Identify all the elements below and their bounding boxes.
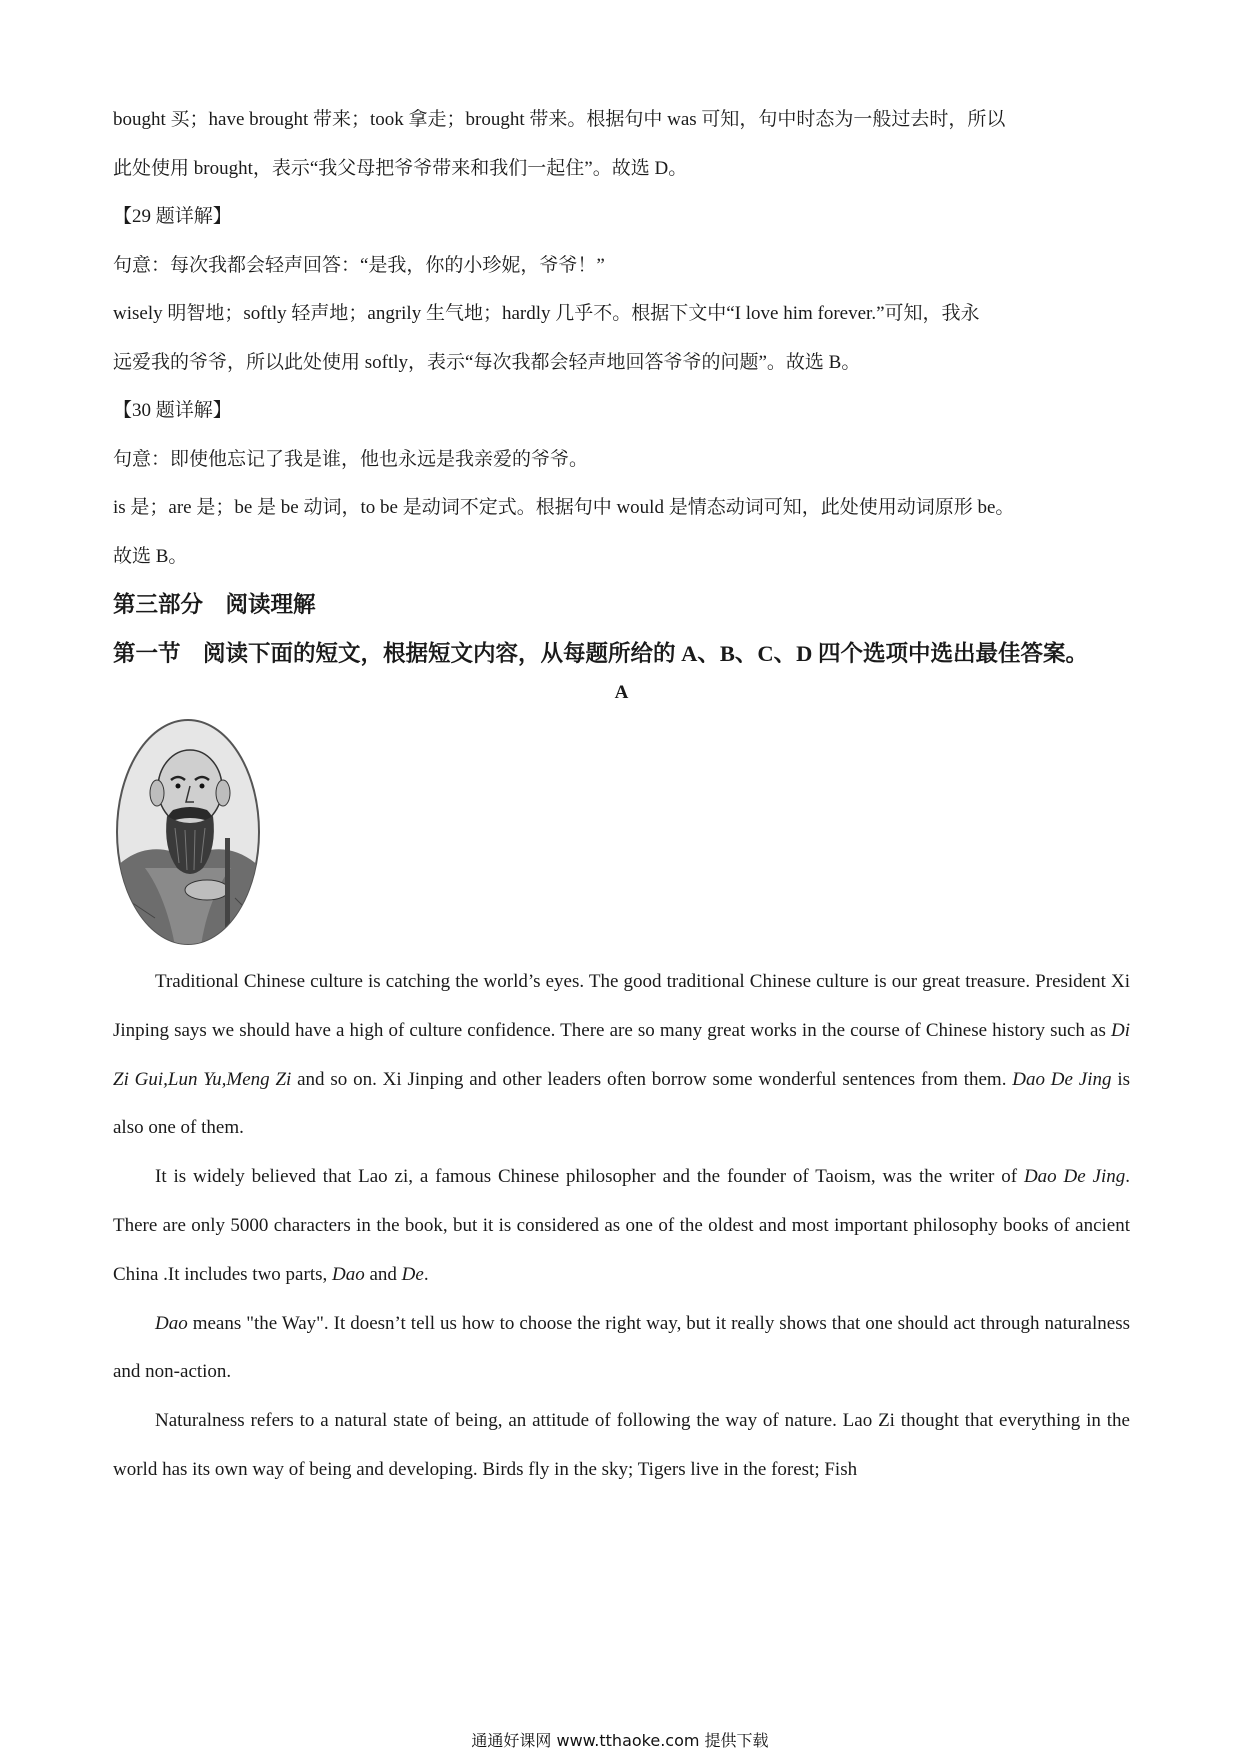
document-page — [113, 96, 1130, 1495]
text-run: It is widely believed that Lao zi, a famous Chinese philosopher and the founder of Taoism, was the writer of — [155, 1166, 1024, 1188]
footer-watermark: 通通好课网 www.tthaoke.com 提供下载 — [471, 1731, 769, 1750]
explanation-line: 故选 B。 — [113, 545, 188, 567]
text-run: is also one of them. — [113, 1068, 1130, 1139]
paragraph-2 — [113, 1153, 1130, 1299]
passage-label: A — [614, 682, 629, 703]
paragraph-4: Naturalness refers to a natural state of being, an attitude of following the way of nature. Lao Zi thought that everything in the world has its own way of being and developing. Birds fly in the sky; Tigers live in the forest; Fish — [113, 1410, 1130, 1480]
text-run: . There are only 5000 characters in the book, but it is considered as one of the oldest and most important philosophy books of ancient China .It includes two parts, — [113, 1166, 1130, 1285]
explanation-line: 句意：即使他忘记了我是谁，他也永远是我亲爱的爷爷。 — [113, 448, 589, 470]
explanation-line: 句意：每次我都会轻声回答：“是我，你的小珍妮，爷爷！” — [113, 254, 605, 276]
section-title: 第三部分 阅读理解 — [113, 592, 316, 617]
book-titles: Di Zi Gui,Lun Yu,Meng Zi — [113, 1019, 1130, 1090]
explanation-line: wisely 明智地；softly 轻声地；angrily 生气地；hardly 几乎不。根据下文中“I love him forever.”可知，我永 — [113, 303, 980, 324]
question-heading: 【30 题详解】 — [113, 400, 232, 421]
text-run: means "the Way". It doesn’t tell us how to choose the right way, but it really shows that one should act through naturalness and non-action. — [113, 1312, 1130, 1383]
portrait-icon — [115, 718, 261, 946]
term: Dao — [332, 1263, 365, 1285]
explanation-line: 远爱我的爷爷，所以此处使用 softly，表示“每次我都会轻声地回答爷爷的问题”。故选 B。 — [113, 351, 861, 373]
section-instruction: 第一节 阅读下面的短文，根据短文内容，从每题所给的 A、B、C、D 四个选项中选出最佳答案。 — [113, 640, 1089, 666]
term: Dao — [155, 1312, 188, 1334]
explanation-line: 此处使用 brought，表示“我父母把爷爷带来和我们一起住”。故选 D。 — [113, 157, 688, 179]
term: De — [401, 1263, 424, 1285]
text-run: Traditional Chinese culture is catching the world’s eyes. The good traditional Chinese culture is our great treasure. President Xi Jinping says we should have a high of culture confidence. There are so many great works in the course of Chinese history such as — [113, 971, 1130, 1041]
explanation-line: bought 买；have brought 带来；took 拿走；brought 带来。根据句中 was 可知，句中时态为一般过去时，所以 — [113, 109, 1006, 130]
paragraph-3 — [113, 1300, 1130, 1398]
book-title: Dao De Jing — [1012, 1068, 1112, 1090]
book-title: Dao De Jing — [1023, 1166, 1126, 1188]
explanation-line: is 是；are 是；be 是 be 动词，to be 是动词不定式。根据句中 would 是情态动词可知，此处使用动词原形 be。 — [113, 497, 1015, 518]
text-run: and so on. Xi Jinping and other leaders often borrow some wonderful sentences from them. — [291, 1068, 1013, 1090]
text-run: and — [364, 1263, 402, 1285]
passage-a — [113, 958, 1130, 1495]
lao-zi-portrait — [115, 718, 261, 946]
question-heading: 【29 题详解】 — [113, 206, 232, 227]
text-run: . — [423, 1263, 429, 1285]
paragraph-1 — [113, 958, 1130, 1153]
